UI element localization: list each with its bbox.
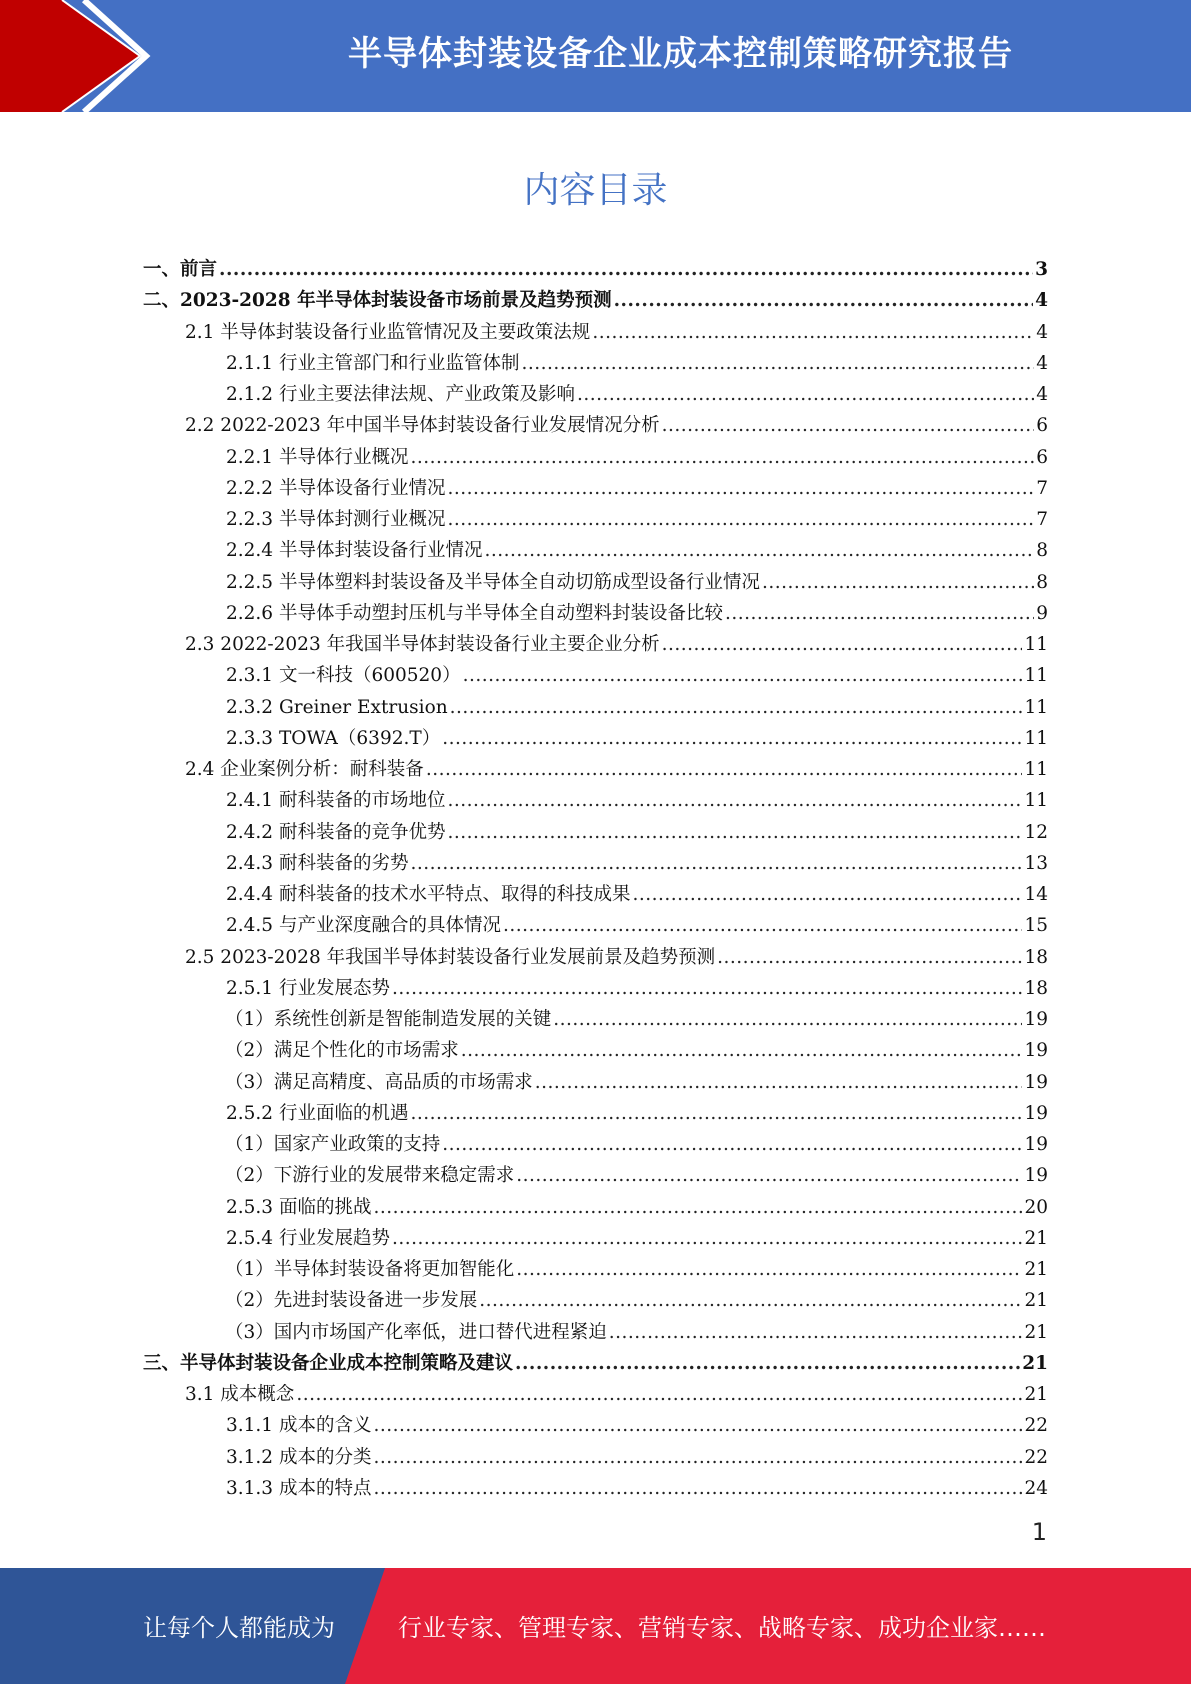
toc-entry-page: 12 [1024,821,1048,843]
toc-entry-page: 19 [1024,1040,1048,1062]
toc-dot-leader [442,1129,1022,1160]
toc-dot-leader [410,1098,1022,1129]
toc-entry-page: 11 [1024,790,1048,812]
toc-entry-label: 2.5.2 行业面临的机遇 [226,1102,409,1124]
toc-dot-leader [447,785,1022,816]
toc-entry[interactable] [143,348,1048,379]
toc-entry-page: 3 [1035,259,1048,280]
toc-entry-label: （2）满足个性化的市场需求 [225,1040,459,1062]
toc-entry[interactable] [143,973,1048,1004]
toc-dot-leader [577,379,1034,410]
page-number: 1 [1031,1518,1047,1546]
toc-dot-leader [662,629,1023,660]
toc-entry[interactable] [143,1379,1048,1410]
toc-entry-page: 19 [1024,1165,1048,1187]
toc-dot-leader [410,442,1034,473]
toc-entry-label: 2.5 2023-2028 年我国半导体封装设备行业发展前景及趋势预测 [185,946,716,968]
toc-entry-page: 4 [1036,321,1048,343]
toc-entry-label: 一、前言 [143,259,218,280]
toc-entry[interactable] [143,379,1048,410]
toc-entry-label: 2.2 2022-2023 年中国半导体封装设备行业发展情况分析 [185,415,660,437]
toc-entry[interactable] [143,410,1048,441]
toc-entry[interactable] [143,692,1048,723]
toc-entry-page: 11 [1024,665,1048,687]
toc-dot-leader [373,1473,1022,1504]
toc-entry-label: （1）半导体封装设备将更加智能化 [225,1259,515,1280]
toc-entry[interactable] [143,1035,1048,1066]
toc-entry[interactable] [143,1129,1048,1160]
toc-entry[interactable] [143,254,1048,285]
toc-entry[interactable] [143,879,1048,910]
toc-entry[interactable] [143,723,1048,754]
toc-entry-label: 2.5.3 面临的挑战 [226,1196,372,1218]
toc-entry-label: （2）先进封装设备进一步发展 [225,1290,478,1312]
toc-entry-page: 19 [1024,1071,1048,1093]
toc-dot-leader [553,1004,1022,1035]
toc-dot-leader [614,285,1034,316]
toc-entry-page: 22 [1024,1446,1048,1468]
toc-entry[interactable] [143,785,1048,816]
toc-entry[interactable] [143,473,1048,504]
toc-entry-label: （2）下游行业的发展带来稳定需求 [225,1165,515,1187]
toc-dot-leader [516,1160,1022,1191]
toc-entry[interactable] [143,442,1048,473]
toc-entry-label: 2.2.5 半导体塑料封装设备及半导体全自动切筋成型设备行业情况 [226,571,760,593]
toc-entry-label: 2.1.1 行业主管部门和行业监管体制 [226,352,520,374]
toc-entry-label: 2.4 企业案例分析：耐科装备 [185,759,424,780]
toc-entry[interactable] [143,1160,1048,1191]
table-of-contents [143,254,1048,1504]
toc-entry-page: 18 [1024,946,1048,968]
toc-entry-page: 8 [1036,571,1048,593]
toc-entry-label: 2.2.3 半导体封测行业概况 [226,509,446,530]
toc-entry[interactable] [143,660,1048,691]
toc-entry-label: 2.1.2 行业主要法律法规、产业政策及影响 [226,384,575,405]
toc-dot-leader [535,1067,1023,1098]
toc-dot-leader [442,723,1022,754]
toc-entry-label: （1）国家产业政策的支持 [225,1134,441,1155]
toc-entry-label: 2.2.1 半导体行业概况 [226,446,409,468]
toc-dot-leader [373,1192,1022,1223]
toc-entry-page: 8 [1036,540,1048,562]
toc-entry-page: 7 [1036,477,1048,499]
toc-dot-leader [447,473,1034,504]
toc-entry[interactable] [143,817,1048,848]
toc-dot-leader [592,317,1034,348]
footer-banner [0,1568,1191,1684]
toc-entry-page: 20 [1024,1196,1048,1218]
toc-dot-leader [410,848,1022,879]
report-header-banner [0,0,1191,112]
toc-entry[interactable] [143,1285,1048,1316]
toc-entry[interactable] [143,1004,1048,1035]
toc-entry-label: 3.1 成本概念 [185,1384,295,1405]
toc-entry-page: 11 [1024,696,1048,718]
toc-dot-leader [516,1254,1022,1285]
toc-entry-label: 2.5.1 行业发展态势 [226,977,390,999]
toc-entry[interactable] [143,535,1048,566]
report-title: 半导体封装设备企业成本控制策略研究报告 [348,34,1013,74]
toc-entry-label: 2.3.1 文一科技（600520） [226,665,461,687]
toc-dot-leader [373,1442,1022,1473]
toc-entry-label: 3.1.1 成本的含义 [226,1415,372,1437]
toc-dot-leader [479,1285,1022,1316]
toc-dot-leader [632,879,1022,910]
toc-entry-page: 6 [1036,415,1048,437]
toc-dot-leader [450,692,1023,723]
toc-entry-page: 11 [1024,759,1048,780]
toc-dot-leader [373,1410,1022,1441]
toc-entry[interactable] [143,598,1048,629]
toc-entry-label: 2.4.1 耐科装备的市场地位 [226,790,446,812]
toc-entry-label: （1）系统性创新是智能制造发展的关键 [225,1009,552,1030]
toc-entry-label: 2.2.4 半导体封装设备行业情况 [226,540,483,562]
toc-entry[interactable] [143,1473,1048,1504]
toc-entry-page: 19 [1024,1102,1048,1124]
toc-entry-page: 24 [1024,1477,1048,1499]
toc-entry-page: 13 [1024,852,1048,874]
toc-entry-page: 15 [1024,915,1048,937]
toc-entry-page: 9 [1036,602,1048,624]
toc-heading: 内容目录 [523,170,668,211]
toc-dot-leader [219,254,1033,285]
toc-dot-leader [463,660,1023,691]
toc-entry[interactable] [143,1254,1048,1285]
toc-dot-leader [447,504,1034,535]
toc-entry[interactable] [143,1098,1048,1129]
toc-entry-label: 2.4.3 耐科装备的劣势 [226,852,409,874]
toc-dot-leader [296,1379,1022,1410]
toc-entry-page: 11 [1024,727,1048,749]
footer-slogan-left: 让每个人都能成为 [143,1614,335,1642]
toc-entry[interactable] [143,567,1048,598]
toc-entry-label: 2.4.5 与产业深度融合的具体情况 [226,915,501,937]
toc-entry[interactable] [143,317,1048,348]
toc-entry-label: 3.1.2 成本的分类 [226,1446,372,1468]
toc-entry-page: 21 [1024,1290,1048,1312]
toc-dot-leader [762,567,1034,598]
toc-dot-leader [609,1317,1023,1348]
toc-entry-page: 4 [1035,290,1048,312]
toc-dot-leader [447,817,1022,848]
toc-dot-leader [662,410,1035,441]
toc-dot-leader [503,910,1022,941]
toc-dot-leader [392,1223,1022,1254]
toc-entry-label: 2.2.2 半导体设备行业情况 [226,477,446,499]
toc-entry[interactable] [143,910,1048,941]
toc-entry-page: 19 [1024,1134,1048,1155]
toc-entry-page: 14 [1024,884,1048,905]
toc-entry-page: 4 [1036,384,1048,405]
toc-entry-label: 三、半导体封装设备企业成本控制策略及建议 [143,1352,514,1374]
toc-entry-label: 3.1.3 成本的特点 [226,1477,372,1499]
toc-dot-leader [725,598,1034,629]
toc-entry[interactable] [143,1067,1048,1098]
toc-dot-leader [461,1035,1023,1066]
toc-dot-leader [717,942,1022,973]
toc-entry-page: 21 [1024,1384,1048,1405]
toc-entry-label: 2.3.2 Greiner Extrusion [226,696,448,718]
toc-entry[interactable] [143,504,1048,535]
toc-entry-page: 11 [1024,634,1048,655]
toc-entry-page: 6 [1036,446,1048,468]
toc-dot-leader [515,1348,1020,1379]
toc-entry-label: 2.1 半导体封装设备行业监管情况及主要政策法规 [185,321,591,343]
toc-entry-label: （3）满足高精度、高品质的市场需求 [225,1071,533,1093]
toc-entry-label: 2.3 2022-2023 年我国半导体封装设备行业主要企业分析 [185,634,660,655]
toc-entry-label: 2.4.4 耐科装备的技术水平特点、取得的科技成果 [226,884,631,905]
toc-entry[interactable] [143,1442,1048,1473]
toc-entry[interactable] [143,1223,1048,1254]
toc-dot-leader [521,348,1034,379]
footer-slogan-right: 行业专家、管理专家、营销专家、战略专家、成功企业家…… [398,1614,1046,1642]
toc-entry[interactable] [143,1348,1048,1379]
toc-entry-page: 7 [1036,509,1048,530]
toc-entry-page: 4 [1036,352,1048,374]
toc-entry[interactable] [143,1192,1048,1223]
toc-entry-label: 二、2023-2028 年半导体封装设备市场前景及趋势预测 [143,290,612,312]
toc-entry-page: 21 [1022,1352,1048,1374]
toc-entry[interactable] [143,1410,1048,1441]
toc-dot-leader [484,535,1034,566]
toc-entry-page: 21 [1024,1321,1048,1343]
toc-entry-page: 22 [1024,1415,1048,1437]
toc-entry[interactable] [143,629,1048,660]
toc-entry[interactable] [143,285,1048,316]
toc-entry-label: 2.3.3 TOWA（6392.T） [226,727,441,749]
toc-entry-page: 18 [1024,977,1048,999]
toc-dot-leader [426,754,1023,785]
toc-entry[interactable] [143,1317,1048,1348]
toc-entry-label: （3）国内市场国产化率低，进口替代进程紧迫 [225,1321,607,1343]
toc-entry-page: 21 [1024,1259,1048,1280]
toc-entry-page: 19 [1024,1009,1048,1030]
toc-entry-label: 2.2.6 半导体手动塑封压机与半导体全自动塑料封装设备比较 [226,602,723,624]
toc-entry-label: 2.5.4 行业发展趋势 [226,1227,390,1249]
toc-entry[interactable] [143,848,1048,879]
toc-entry-page: 21 [1024,1227,1048,1249]
toc-dot-leader [392,973,1022,1004]
toc-entry[interactable] [143,942,1048,973]
toc-entry-label: 2.4.2 耐科装备的竞争优势 [226,821,446,843]
toc-entry[interactable] [143,754,1048,785]
